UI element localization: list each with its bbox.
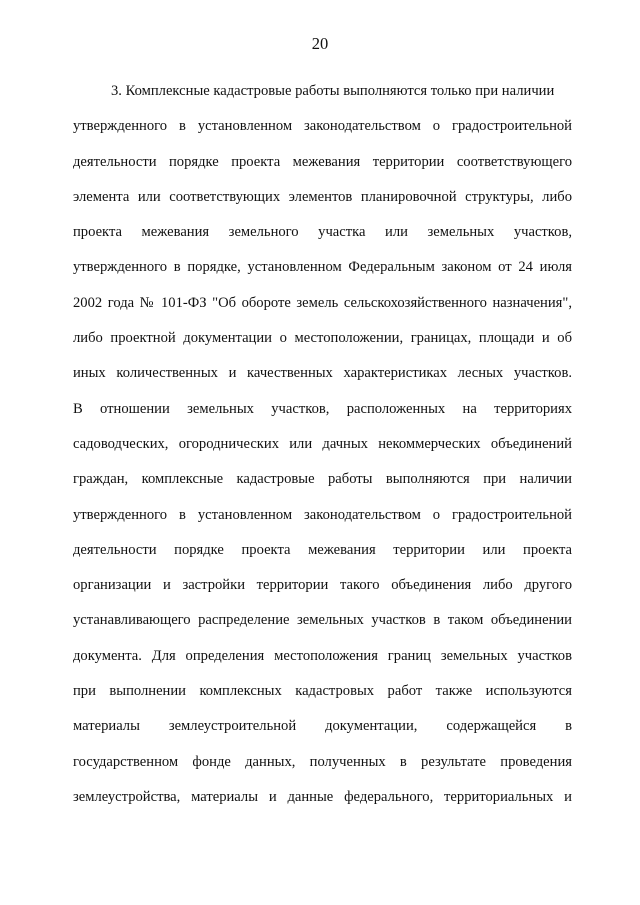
text-line-7: 2002 года № 101-ФЗ "Об обороте земель сельскохозяйственного назначения", [73,294,572,311]
page-number: 20 [311,34,329,53]
text-line-11: садоводческих, огороднических или дачных некоммерческих объединений [73,435,572,452]
text-line-16: устанавливающего распределение земельных участков в таком объединении [73,612,572,629]
text-line-3: деятельности порядке проекта межевания территории соответствующего [73,153,572,170]
text-line-21: землеустройства, материалы и данные федерального, территориальных и [73,788,572,805]
text-line-14: деятельности порядке проекта межевания территории или проекта [73,541,572,558]
text-line-6: утвержденного в порядке, установленном Федеральным законом от 24 июля [73,259,572,276]
text-line-20: государственном фонде данных, полученных в результате проведения [73,753,572,770]
text-line-8: либо проектной документации о местоположении, границах, площади и об [73,330,572,347]
text-line-12: граждан, комплексные кадастровые работы выполняются при наличии [73,471,572,488]
text-line-19: материалы землеустроительной документации, содержащейся в [73,718,572,735]
text-line-1: 3. Комплексные кадастровые работы выполняются только при наличии [111,83,555,99]
text-line-4: элемента или соответствующих элементов планировочной структуры, либо [73,188,572,205]
text-line-10: В отношении земельных участков, расположенных на территориях [73,400,572,417]
text-line-2: утвержденного в установленном законодательством о градостроительной [73,118,572,135]
text-line-15: организации и застройки территории такого объединения либо другого [73,577,572,594]
text-line-9: иных количественных и качественных характеристиках лесных участков. [73,365,572,382]
text-line-17: документа. Для определения местоположения границ земельных участков [73,647,572,664]
text-line-18: при выполнении комплексных кадастровых работ также используются [73,683,572,700]
text-line-5: проекта межевания земельного участка или земельных участков, [73,224,572,241]
text-line-13: утвержденного в установленном законодательством о градостроительной [73,506,572,523]
body-text [73,74,572,815]
